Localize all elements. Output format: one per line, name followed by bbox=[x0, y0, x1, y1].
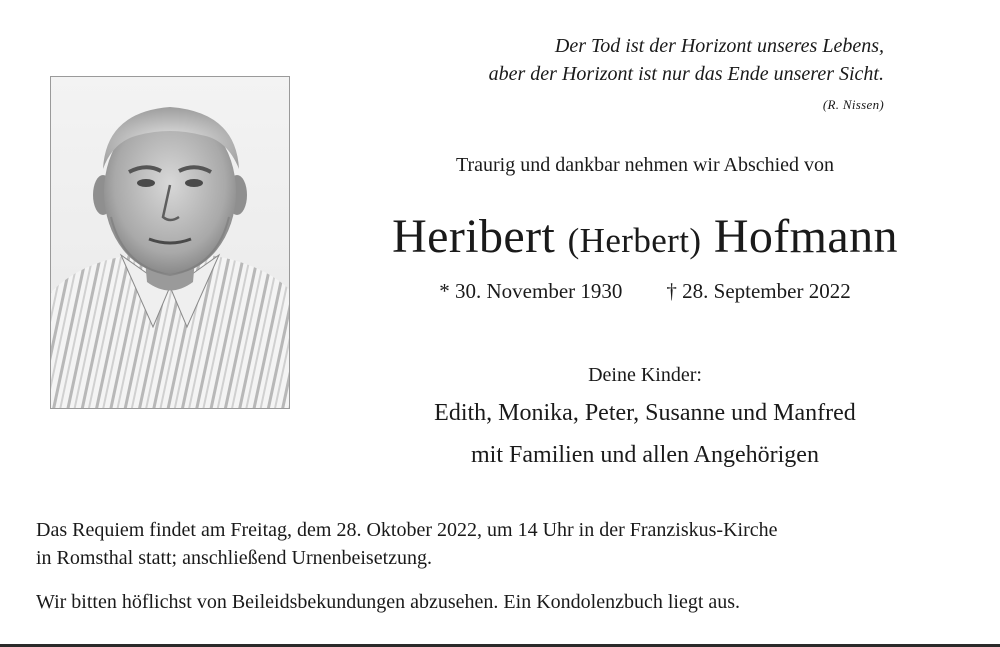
quote-line-2: aber der Horizont ist nur das Ende unserer Sicht. bbox=[488, 63, 884, 85]
mourners-label: Deine Kinder: bbox=[588, 364, 702, 386]
first-name: Heribert bbox=[392, 210, 556, 263]
death-date: † 28. September 2022 bbox=[666, 279, 851, 303]
nickname: (Herbert) bbox=[567, 221, 702, 260]
deceased-name bbox=[330, 207, 960, 271]
children-names: Edith, Monika, Peter, Susanne und Manfred bbox=[434, 400, 856, 426]
quote bbox=[324, 32, 884, 88]
requiem-line-2: in Romsthal statt; anschließend Urnenbeisetzung. bbox=[36, 547, 433, 569]
birth-date: * 30. November 1930 bbox=[439, 279, 623, 303]
intro-text: Traurig und dankbar nehmen wir Abschied von bbox=[455, 154, 835, 176]
portrait-photo bbox=[50, 76, 290, 409]
families-line: mit Familien und allen Angehörigen bbox=[471, 442, 819, 468]
condolence-notice: Wir bitten höflichst von Beileidsbekundungen abzusehen. Ein Kondolenzbuch liegt aus. bbox=[36, 591, 741, 613]
requiem-info bbox=[36, 516, 966, 572]
last-name: Hofmann bbox=[713, 210, 898, 263]
requiem-line-1: Das Requiem findet am Freitag, dem 28. Oktober 2022, um 14 Uhr in der Franziskus-Kirche bbox=[36, 519, 778, 541]
quote-line-1: Der Tod ist der Horizont unseres Lebens, bbox=[554, 35, 884, 57]
quote-author: (R. Nissen) bbox=[822, 97, 884, 112]
portrait-illustration bbox=[51, 77, 289, 408]
life-dates bbox=[345, 279, 945, 304]
